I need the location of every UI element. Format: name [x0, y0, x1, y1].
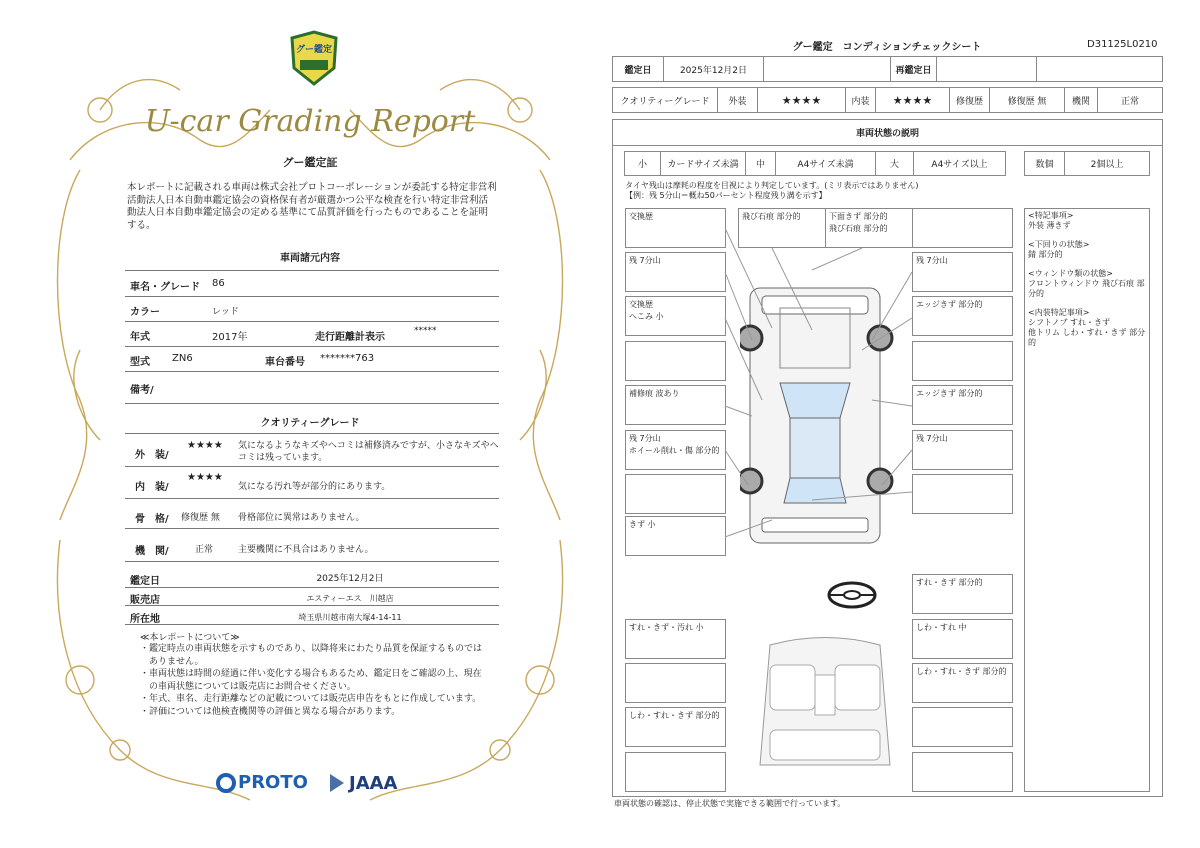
special-notes-box	[1024, 208, 1150, 792]
interior-right-box: しわ・すれ 中	[912, 619, 1013, 659]
name-label: 車名・グレード	[130, 282, 200, 293]
top-box: 下面きず 部分的 飛び石痕 部分的	[825, 208, 926, 248]
chassis-label: 車台番号	[265, 357, 305, 368]
count-value: 2個以上	[1090, 160, 1124, 170]
mileage-label: 走行距離計表示	[315, 332, 385, 343]
chassis-value: *******763	[320, 353, 375, 364]
interior-left-box: しわ・すれ・きず 部分的	[625, 707, 726, 747]
tire-note: タイヤ残山は摩耗の程度を目視により判定しています。(ミリ表示ではありません)	[625, 181, 919, 190]
interior-stars: ★★★★	[187, 472, 223, 483]
repair-value: 修復歴 無	[990, 88, 1065, 112]
date-label: 鑑定日	[130, 576, 160, 587]
notes-list	[140, 643, 490, 718]
legend-medium-desc: A4サイズ未満	[776, 152, 876, 175]
size-legend	[624, 151, 1006, 176]
grade-label: クオリティーグレード	[613, 88, 718, 112]
redate-label: 再鑑定日	[891, 57, 937, 81]
date-value: 2025年12月2日	[664, 57, 764, 81]
car-interior-diagram	[750, 635, 900, 775]
date-value: 2025年12月2日	[316, 574, 384, 584]
sheet-title: グー鑑定 コンディションチェックシート	[792, 42, 982, 53]
badge-text: グー鑑定	[295, 45, 332, 55]
right-box: エッジきず 部分的	[912, 385, 1013, 425]
legend-small: 小	[625, 152, 661, 175]
interior-label: 内 装/	[135, 482, 169, 493]
address-label: 所在地	[130, 614, 160, 625]
frame-value: 修復歴 無	[181, 513, 220, 523]
left-box: 残 7分山 ホイール削れ・傷 部分的	[625, 430, 726, 470]
grade-row	[612, 87, 1163, 113]
note-line	[1028, 231, 1146, 240]
steering-wheel-icon	[826, 580, 878, 610]
note-line: <内装特記事項>	[1028, 308, 1090, 317]
note-line	[1028, 299, 1146, 308]
legend-small-desc: カードサイズ未満	[661, 152, 746, 175]
redate-value	[937, 57, 1037, 81]
model-value: ZN6	[172, 353, 193, 364]
note-line: <特記事項>	[1028, 211, 1074, 220]
jaaa-logo	[328, 772, 398, 794]
interior-right-box	[912, 752, 1013, 792]
proto-logo-text: PROTO	[238, 772, 308, 793]
color-value: レッド	[212, 307, 239, 317]
frame-label: 骨 格/	[135, 514, 169, 525]
address-value: 埼玉県川越市南大塚4-14-11	[298, 613, 402, 622]
quality-heading: クオリティーグレード	[260, 418, 360, 429]
repair-label: 修復歴	[950, 88, 990, 112]
legend-large: 大	[876, 152, 914, 175]
left-box: きず 小	[625, 516, 726, 556]
specs-heading: 車両諸元内容	[280, 253, 340, 264]
date-label: 鑑定日	[613, 57, 664, 81]
certificate-heading: グー鑑定証	[282, 156, 338, 169]
interior-left-box	[625, 752, 726, 792]
certificate-intro: 本レポートに記載される車両は株式会社プロトコーポレーションが委託する特定非営利活動法人日本自動車鑑定協会の資格保有者が厳選かつ公平な検査を行い特定非営利活動法人日本自動車鑑定協会の定める基準にて品質評価を行ったものであることを証明する。	[127, 182, 497, 231]
note-line: <下回りの状態>	[1028, 240, 1090, 249]
right-box: 残 7分山	[912, 252, 1013, 292]
interior-right-box	[912, 707, 1013, 747]
note-item: ・ 年式、車名、走行距離などの記載については販売店申告をもとに作成しています。	[140, 694, 482, 704]
engine-label: 機関	[1065, 88, 1098, 112]
top-box: 飛び石痕 部分的	[738, 208, 839, 248]
count-legend	[1024, 151, 1150, 176]
legend-large-desc: A4サイズ以上	[931, 160, 988, 170]
date-empty	[764, 57, 891, 81]
notes-heading: ≪本レポートについて≫	[140, 633, 240, 643]
year-label: 年式	[130, 332, 150, 343]
engine-value: 正常	[195, 545, 214, 555]
note-line: 他トリム しわ・すれ・きず 部分的	[1028, 328, 1146, 347]
dealer-label: 販売店	[130, 595, 160, 606]
mileage-value: *****	[414, 326, 437, 336]
note-item: ・ 評価については他検査機関等の評価と異なる場合があります。	[140, 706, 401, 717]
jaaa-logo-text: JAAA	[349, 772, 398, 794]
engine-label: 機 関/	[135, 546, 169, 557]
sheet-code: D31125L0210	[1087, 39, 1158, 50]
note-line: フロントウィンドウ 飛び石痕 部分的	[1028, 279, 1145, 298]
note-item: ・ 車両状態は時間の経過に伴い変化する場合もあるため、鑑定日をご確認の上、現在の車両状態については販売店にお問合せください。	[140, 669, 482, 692]
color-label: カラー	[130, 307, 160, 318]
ext-stars: ★★★★	[758, 88, 846, 112]
int-stars: ★★★★	[876, 88, 950, 112]
year-value: 2017年	[212, 332, 248, 343]
note-line: 錆 部分的	[1028, 250, 1063, 259]
script-title: U-car Grading Report	[144, 104, 476, 139]
sheet-footer: 車両状態の確認は、停止状態で実施できる範囲で行っています。	[614, 799, 846, 808]
note-line: シフトノブ すれ・きず	[1028, 318, 1111, 327]
exterior-label: 外 装/	[135, 450, 169, 461]
leader-lines	[612, 200, 1032, 600]
interior-right-box: しわ・すれ・きず 部分的	[912, 663, 1013, 703]
left-box: 補修痕 波あり	[625, 385, 726, 425]
frame-comment: 骨格部位に異常はありません。	[238, 513, 365, 523]
left-box: 交換歴 へこみ 小	[625, 296, 726, 336]
engine-comment: 主要機関に不具合はありません。	[238, 545, 374, 555]
right-box: エッジきず 部分的	[912, 296, 1013, 336]
name-value: 86	[212, 278, 225, 289]
interior-left-box: すれ・きず・汚れ 小	[625, 619, 726, 659]
goo-badge	[288, 30, 340, 86]
right-box: 残 7分山	[912, 430, 1013, 470]
legend-medium: 中	[746, 152, 776, 175]
tire-example: 【例：残 5分山＝概ね50パーセント程度残り溝を示す】	[625, 191, 827, 200]
proto-logo	[216, 772, 308, 793]
engine-value: 正常	[1120, 96, 1139, 107]
count-label: 数個	[1025, 152, 1065, 175]
exterior-stars: ★★★★	[187, 440, 223, 451]
certificate-panel	[40, 20, 580, 820]
model-label: 型式	[130, 357, 150, 368]
interior-left-box	[625, 663, 726, 703]
dealer-value: エスティーエス 川越店	[306, 594, 394, 603]
left-box: 交換歴	[625, 208, 726, 248]
date-row	[612, 56, 1163, 82]
exterior-comment: 気になるようなキズやヘコミは補修済みですが、小さなキズやヘコミは残っています。	[238, 441, 499, 463]
note-line: 外装 薄きず	[1028, 221, 1071, 230]
redate-empty	[1037, 57, 1162, 81]
remarks-label: 備考/	[130, 385, 154, 396]
interior-comment: 気になる汚れ等が部分的にあります。	[238, 482, 391, 492]
left-box: 残 7分山	[625, 252, 726, 292]
int-label: 内装	[846, 88, 876, 112]
note-line	[1028, 260, 1146, 269]
condition-heading: 車両状態の説明	[855, 129, 919, 139]
note-item: ・ 鑑定時点の車両状態を示すものであり、以降将来にわたり品質を保証するものではありません。	[140, 644, 483, 667]
ext-label: 外装	[718, 88, 758, 112]
note-line: <ウィンドウ類の状態>	[1028, 269, 1113, 278]
wheel-box: すれ・きず 部分的	[912, 574, 1013, 614]
